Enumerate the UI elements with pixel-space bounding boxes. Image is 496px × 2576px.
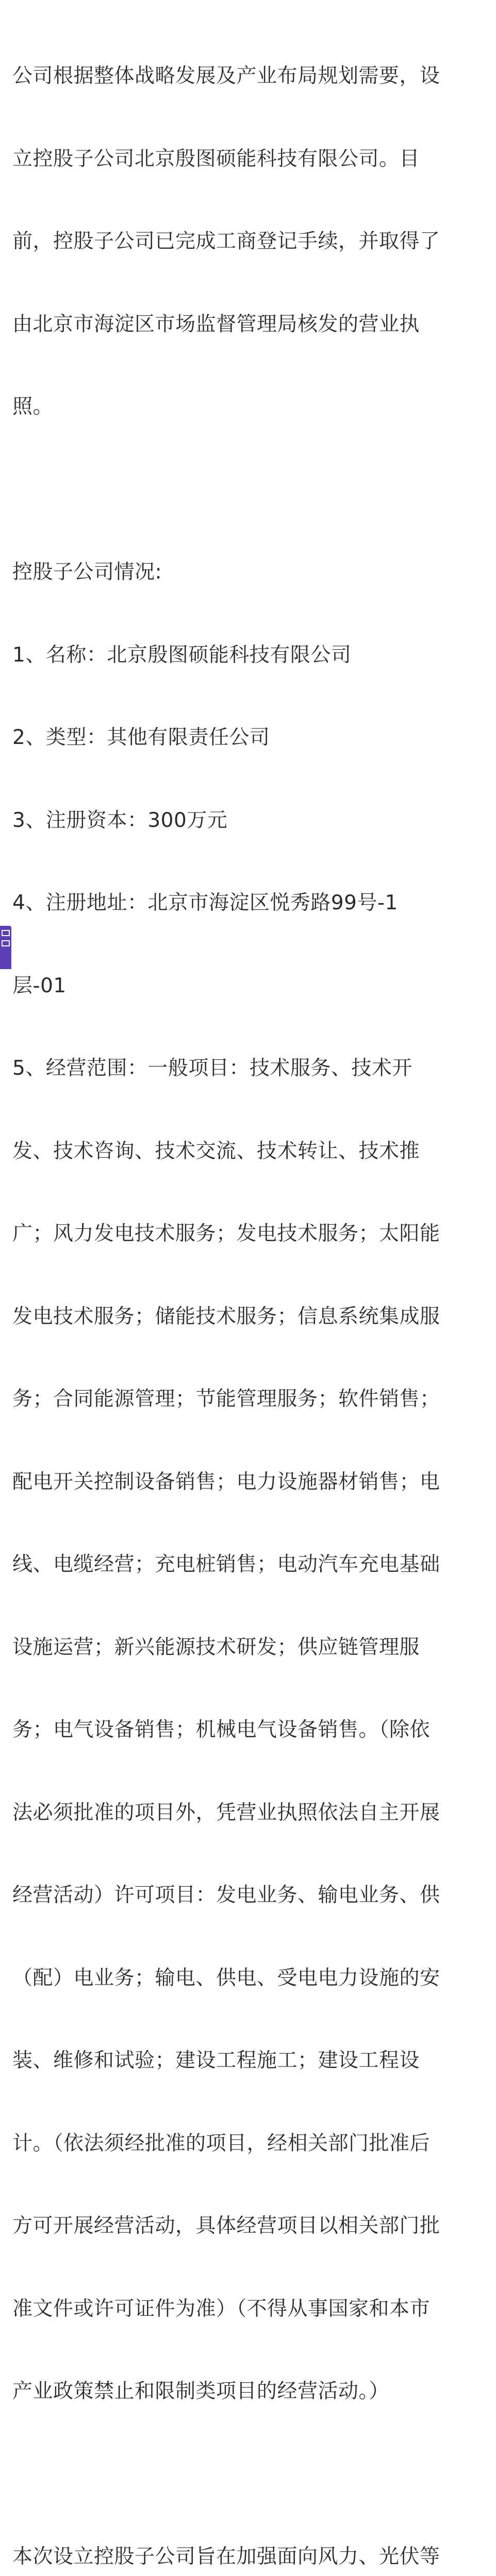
paragraph-spacer [12, 476, 487, 504]
app-badge-icon[interactable] [0, 926, 11, 969]
info-line: 发、技术咨询、技术交流、技术转让、技术推 [12, 1139, 420, 1163]
info-line: 5、经营范围：一般项目：技术服务、技术开 [12, 1057, 412, 1080]
info-line: 务；合同能源管理；节能管理服务；软件销售； [12, 1387, 440, 1411]
text-line: 前，控股子公司已完成工商登记手续，并取得了 [12, 230, 440, 253]
info-line: 产业政策禁止和限制类项目的经营活动。） [12, 2380, 390, 2403]
subsidiary-info [12, 503, 487, 2461]
info-line: 广；风力发电技术服务；发电技术服务；太阳能 [12, 1222, 440, 1245]
info-line: 经营活动）许可项目：发电业务、输电业务、供 [12, 1884, 440, 1907]
text-line: 立控股子公司北京殷图硕能科技有限公司。目 [12, 147, 420, 171]
info-line: 务；电气设备销售；机械电气设备销售。（除依 [12, 1718, 431, 1741]
badge-glyph-icon [2, 930, 10, 936]
info-line: 1、名称：北京殷图硕能科技有限公司 [12, 643, 352, 667]
paragraph-spacer [12, 2461, 487, 2488]
announcement-body [12, 7, 487, 2576]
info-line: 方可开展经营活动，具体经营项目以相关部门批 [12, 2214, 440, 2238]
info-line: 发电技术服务；储能技术服务；信息系统集成服 [12, 1304, 440, 1328]
text-line: 由北京市海淀区市场监督管理局核发的营业执 [12, 312, 420, 336]
info-line: 配电开关控制设备销售；电力设施器材销售；电 [12, 1470, 440, 1494]
badge-glyph-icon [2, 940, 10, 946]
info-line: 设施运营；新兴能源技术研发；供应链管理服 [12, 1635, 420, 1659]
section-heading: 控股子公司情况: [12, 561, 162, 584]
info-line: 线、电缆经营；充电桩销售；电动汽车充电基础 [12, 1553, 440, 1576]
info-line: 4、注册地址：北京市海淀区悦秀路99号-1 [12, 891, 398, 914]
text-line: 本次设立控股子公司旨在加强面向风力、光伏等 [12, 2545, 440, 2568]
intro-paragraph [12, 7, 487, 476]
info-line: （配）电业务；输电、供电、受电电力设施的安 [12, 1966, 440, 1990]
info-line: 计。（依法须经批准的项目，经相关部门批准后 [12, 2131, 431, 2155]
text-line: 照。 [12, 395, 54, 418]
info-line: 法必须批准的项目外，凭营业执照依法自主开展 [12, 1801, 440, 1824]
info-line: 装、维修和试验；建设工程施工；建设工程设 [12, 2049, 420, 2072]
info-line: 层-01 [12, 974, 67, 997]
purpose-paragraph [12, 2488, 487, 2576]
info-line: 准文件或许可证件为准）（不得从事国家和本市 [12, 2297, 431, 2320]
info-line: 2、类型：其他有限责任公司 [12, 726, 270, 749]
info-line: 3、注册资本：300万元 [12, 808, 228, 832]
text-line: 公司根据整体战略发展及产业布局规划需要，设 [12, 64, 440, 88]
